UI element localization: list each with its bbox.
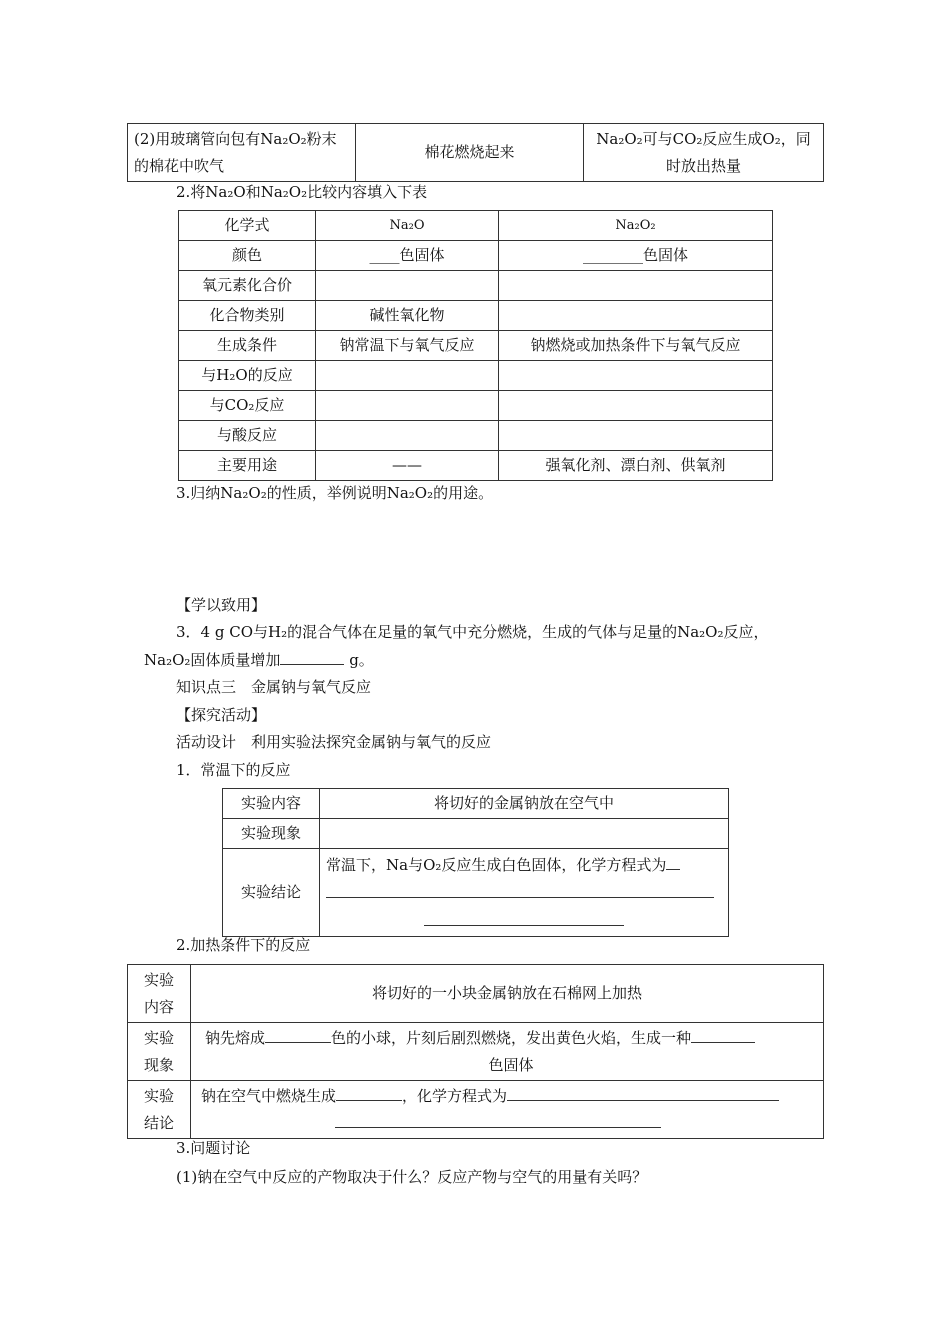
heat-phenomenon-cell	[191, 1023, 824, 1081]
cell-na2o-color: ____色固体	[316, 241, 499, 271]
exercise-line-2-text: Na₂O₂固体质量增加	[144, 651, 281, 669]
room-phenomenon-label: 实验现象	[223, 819, 320, 849]
heat-conclusion-label	[128, 1081, 191, 1139]
room-temperature-table	[222, 788, 729, 937]
section1-title: 1．常温下的反应	[176, 761, 291, 779]
top-experiment-table	[127, 123, 824, 182]
section2-title: 2.加热条件下的反应	[176, 936, 311, 954]
header-na2o: Na₂O	[316, 211, 499, 241]
cell-na2o2-water	[499, 361, 773, 391]
top-table-conclusion: Na₂O₂可与CO₂反应生成O₂，同时放出热量	[584, 124, 824, 182]
row-label-color: 颜色	[179, 241, 316, 271]
row-label-valence: 氧元素化合价	[179, 271, 316, 301]
row-label-category: 化合物类别	[179, 301, 316, 331]
cell-na2o2-valence	[499, 271, 773, 301]
header-formula: 化学式	[179, 211, 316, 241]
exercise-line-2	[144, 648, 374, 671]
explore-heading: 【探究活动】	[176, 706, 267, 724]
heat-content-label-a: 实验	[143, 970, 174, 989]
cell-na2o-valence	[316, 271, 499, 301]
row-label-acid: 与酸反应	[179, 421, 316, 451]
heat-conclusion-text-b: ，化学方程式为	[402, 1086, 508, 1105]
q2-title: 2.将Na₂O和Na₂O₂比较内容填入下表	[176, 183, 428, 201]
cell-na2o-use: ——	[316, 451, 499, 481]
header-na2o2: Na₂O₂	[499, 211, 773, 241]
heat-conclusion-cell	[191, 1081, 824, 1139]
exercise-answer-blank	[280, 648, 344, 665]
heat-phenomenon-label-a: 实验	[143, 1028, 174, 1047]
cell-na2o-condition: 钠常温下与氧气反应	[316, 331, 499, 361]
cell-na2o2-color: ________色固体	[499, 241, 773, 271]
heat-conclusion-label-a: 实验	[143, 1086, 174, 1105]
cell-na2o2-co2	[499, 391, 773, 421]
q3-title: 3.归纳Na₂O₂的性质，举例说明Na₂O₂的用途。	[176, 484, 494, 502]
top-table-phenomenon: 棉花燃烧起来	[356, 124, 584, 182]
room-content-value: 将切好的金属钠放在空气中	[320, 789, 729, 819]
heat-conclusion-label-b: 结论	[143, 1113, 174, 1132]
cell-na2o2-condition: 钠燃烧或加热条件下与氧气反应	[499, 331, 773, 361]
heat-phenomenon-text-b: 色的小球，片刻后剧烈燃烧，发出黄色火焰，生成一种	[331, 1028, 692, 1047]
heat-phenomenon-label	[128, 1023, 191, 1081]
row-label-water: 与H₂O的反应	[179, 361, 316, 391]
room-conclusion-text: 常温下，Na与O₂反应生成白色固体，化学方程式为	[326, 855, 667, 874]
heat-equation-blank-2	[335, 1111, 661, 1128]
heat-conclusion-text-a: 钠在空气中燃烧生成	[201, 1086, 337, 1105]
room-equation-blank-2	[326, 881, 714, 898]
heat-product-blank	[336, 1084, 402, 1101]
cell-na2o-acid	[316, 421, 499, 451]
room-equation-blank-3	[424, 909, 624, 926]
cell-na2o-water	[316, 361, 499, 391]
heat-phenomenon-text-c: 色固体	[488, 1055, 534, 1074]
discussion-question-1: (1)钠在空气中反应的产物取决于什么？反应产物与空气的用量有关吗？	[176, 1168, 648, 1186]
top-table-operation: (2)用玻璃管向包有Na₂O₂粉末的棉花中吹气	[128, 124, 356, 182]
cell-na2o-co2	[316, 391, 499, 421]
cell-na2o-category: 碱性氧化物	[316, 301, 499, 331]
apply-heading: 【学以致用】	[176, 596, 267, 614]
cell-na2o2-category	[499, 301, 773, 331]
heating-table	[127, 964, 824, 1139]
row-label-condition: 生成条件	[179, 331, 316, 361]
heat-equation-blank-1	[507, 1084, 779, 1101]
room-conclusion-cell	[320, 849, 729, 937]
row-label-co2: 与CO₂反应	[179, 391, 316, 421]
room-equation-blank-1	[666, 853, 680, 870]
heat-content-value: 将切好的一小块金属钠放在石棉网上加热	[191, 965, 824, 1023]
exercise-line-1: 3．4 g CO与H₂的混合气体在足量的氧气中充分燃烧，生成的气体与足量的Na₂O₂反应，	[176, 623, 769, 641]
activity-design: 活动设计 利用实验法探究金属钠与氧气的反应	[176, 733, 492, 751]
room-phenomenon-value	[320, 819, 729, 849]
section3-title: 3.问题讨论	[176, 1139, 251, 1157]
heat-content-label	[128, 965, 191, 1023]
heat-color-blank-1	[265, 1026, 331, 1043]
na2o-comparison-table	[178, 210, 773, 481]
row-label-use: 主要用途	[179, 451, 316, 481]
heat-color-blank-2	[691, 1026, 755, 1043]
cell-na2o2-use: 强氧化剂、漂白剂、供氧剂	[499, 451, 773, 481]
heat-content-label-b: 内容	[143, 997, 174, 1016]
heat-phenomenon-text-a: 钠先熔成	[205, 1028, 266, 1047]
room-content-label: 实验内容	[223, 789, 320, 819]
room-conclusion-label: 实验结论	[223, 849, 320, 937]
cell-na2o2-acid	[499, 421, 773, 451]
knowledge-point-title: 知识点三 金属钠与氧气反应	[176, 678, 372, 696]
heat-phenomenon-label-b: 现象	[143, 1055, 174, 1074]
exercise-line-2-unit: g。	[349, 651, 374, 669]
